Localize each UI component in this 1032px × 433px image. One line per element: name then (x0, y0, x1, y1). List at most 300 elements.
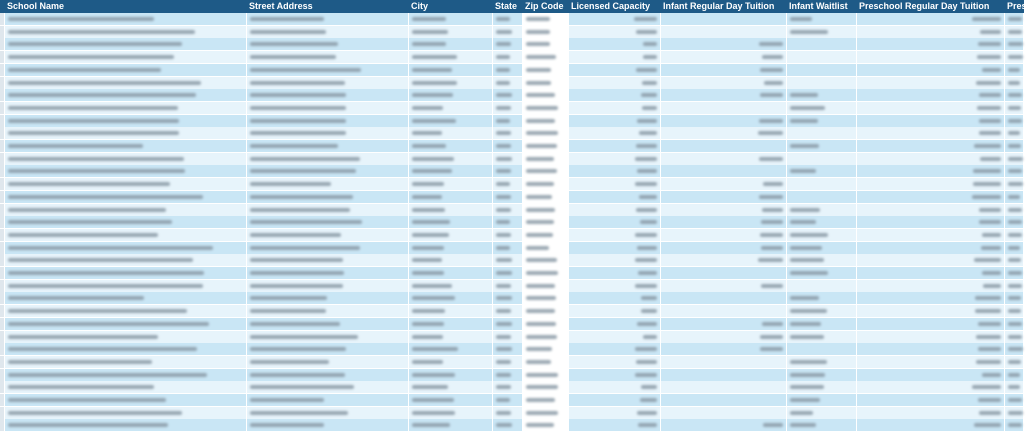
preschool-tuition-cell[interactable] (857, 280, 1005, 292)
state-cell[interactable] (493, 381, 523, 393)
state-cell[interactable] (493, 165, 523, 177)
city-cell[interactable] (409, 140, 493, 152)
preschool-more-cell[interactable] (1005, 318, 1024, 330)
infant-waitlist-cell[interactable] (787, 165, 857, 177)
street-cell[interactable] (247, 77, 409, 89)
state-cell[interactable] (493, 343, 523, 355)
capacity-cell[interactable] (569, 204, 661, 216)
city-cell[interactable] (409, 127, 493, 139)
city-cell[interactable] (409, 331, 493, 343)
capacity-cell[interactable] (569, 407, 661, 419)
street-cell[interactable] (247, 407, 409, 419)
preschool-tuition-cell[interactable] (857, 331, 1005, 343)
school-name-cell[interactable] (5, 102, 247, 114)
table-row[interactable] (0, 204, 1024, 217)
capacity-cell[interactable] (569, 178, 661, 190)
state-cell[interactable] (493, 305, 523, 317)
preschool-more-cell[interactable] (1005, 254, 1024, 266)
state-cell[interactable] (493, 267, 523, 279)
preschool-tuition-cell[interactable] (857, 51, 1005, 63)
zip-cell[interactable] (523, 305, 569, 317)
school-name-cell[interactable] (5, 254, 247, 266)
capacity-cell[interactable] (569, 140, 661, 152)
preschool-tuition-cell[interactable] (857, 318, 1005, 330)
infant-waitlist-cell[interactable] (787, 26, 857, 38)
infant-waitlist-cell[interactable] (787, 254, 857, 266)
table-row[interactable] (0, 115, 1024, 128)
infant-tuition-cell[interactable] (661, 13, 787, 25)
infant-tuition-cell[interactable] (661, 331, 787, 343)
school-name-cell[interactable] (5, 89, 247, 101)
preschool-more-cell[interactable] (1005, 280, 1024, 292)
table-row[interactable] (0, 331, 1024, 344)
street-cell[interactable] (247, 115, 409, 127)
capacity-cell[interactable] (569, 216, 661, 228)
street-cell[interactable] (247, 191, 409, 203)
capacity-cell[interactable] (569, 254, 661, 266)
state-cell[interactable] (493, 140, 523, 152)
preschool-more-cell[interactable] (1005, 89, 1024, 101)
street-cell[interactable] (247, 178, 409, 190)
table-row[interactable] (0, 38, 1024, 51)
zip-cell[interactable] (523, 229, 569, 241)
preschool-tuition-cell[interactable] (857, 356, 1005, 368)
infant-tuition-cell[interactable] (661, 216, 787, 228)
school-name-cell[interactable] (5, 115, 247, 127)
infant-waitlist-cell[interactable] (787, 356, 857, 368)
state-cell[interactable] (493, 280, 523, 292)
preschool-more-cell[interactable] (1005, 153, 1024, 165)
zip-cell[interactable] (523, 77, 569, 89)
table-row[interactable] (0, 51, 1024, 64)
street-cell[interactable] (247, 102, 409, 114)
table-row[interactable] (0, 343, 1024, 356)
school-name-cell[interactable] (5, 26, 247, 38)
preschool-tuition-cell[interactable] (857, 140, 1005, 152)
zip-cell[interactable] (523, 191, 569, 203)
infant-waitlist-cell[interactable] (787, 229, 857, 241)
infant-tuition-cell[interactable] (661, 140, 787, 152)
school-name-cell[interactable] (5, 305, 247, 317)
capacity-cell[interactable] (569, 127, 661, 139)
school-name-cell[interactable] (5, 407, 247, 419)
infant-tuition-cell[interactable] (661, 394, 787, 406)
school-name-cell[interactable] (5, 64, 247, 76)
city-cell[interactable] (409, 242, 493, 254)
school-name-cell[interactable] (5, 381, 247, 393)
capacity-cell[interactable] (569, 280, 661, 292)
school-name-cell[interactable] (5, 191, 247, 203)
school-name-cell[interactable] (5, 331, 247, 343)
preschool-tuition-cell[interactable] (857, 343, 1005, 355)
state-cell[interactable] (493, 38, 523, 50)
table-row[interactable] (0, 178, 1024, 191)
zip-cell[interactable] (523, 38, 569, 50)
city-cell[interactable] (409, 89, 493, 101)
preschool-more-cell[interactable] (1005, 369, 1024, 381)
preschool-more-cell[interactable] (1005, 267, 1024, 279)
capacity-cell[interactable] (569, 26, 661, 38)
table-row[interactable] (0, 140, 1024, 153)
infant-waitlist-cell[interactable] (787, 394, 857, 406)
preschool-tuition-cell[interactable] (857, 369, 1005, 381)
zip-cell[interactable] (523, 343, 569, 355)
capacity-cell[interactable] (569, 51, 661, 63)
state-cell[interactable] (493, 242, 523, 254)
city-cell[interactable] (409, 394, 493, 406)
zip-cell[interactable] (523, 369, 569, 381)
school-name-cell[interactable] (5, 51, 247, 63)
table-row[interactable] (0, 356, 1024, 369)
preschool-more-cell[interactable] (1005, 13, 1024, 25)
school-name-cell[interactable] (5, 356, 247, 368)
street-cell[interactable] (247, 267, 409, 279)
infant-waitlist-cell[interactable] (787, 331, 857, 343)
header-infant-tuition[interactable]: Infant Regular Day Tuition (663, 1, 775, 11)
infant-tuition-cell[interactable] (661, 369, 787, 381)
zip-cell[interactable] (523, 165, 569, 177)
city-cell[interactable] (409, 178, 493, 190)
preschool-tuition-cell[interactable] (857, 127, 1005, 139)
infant-waitlist-cell[interactable] (787, 102, 857, 114)
infant-waitlist-cell[interactable] (787, 292, 857, 304)
capacity-cell[interactable] (569, 102, 661, 114)
city-cell[interactable] (409, 280, 493, 292)
street-cell[interactable] (247, 356, 409, 368)
infant-waitlist-cell[interactable] (787, 305, 857, 317)
preschool-more-cell[interactable] (1005, 356, 1024, 368)
street-cell[interactable] (247, 394, 409, 406)
state-cell[interactable] (493, 407, 523, 419)
city-cell[interactable] (409, 381, 493, 393)
city-cell[interactable] (409, 356, 493, 368)
street-cell[interactable] (247, 127, 409, 139)
infant-waitlist-cell[interactable] (787, 407, 857, 419)
state-cell[interactable] (493, 394, 523, 406)
preschool-more-cell[interactable] (1005, 343, 1024, 355)
city-cell[interactable] (409, 254, 493, 266)
table-row[interactable] (0, 305, 1024, 318)
city-cell[interactable] (409, 305, 493, 317)
school-name-cell[interactable] (5, 216, 247, 228)
table-row[interactable] (0, 89, 1024, 102)
infant-tuition-cell[interactable] (661, 115, 787, 127)
table-row[interactable] (0, 318, 1024, 331)
street-cell[interactable] (247, 229, 409, 241)
preschool-tuition-cell[interactable] (857, 242, 1005, 254)
table-row[interactable] (0, 394, 1024, 407)
street-cell[interactable] (247, 64, 409, 76)
street-cell[interactable] (247, 165, 409, 177)
preschool-tuition-cell[interactable] (857, 13, 1005, 25)
table-row[interactable] (0, 216, 1024, 229)
zip-cell[interactable] (523, 394, 569, 406)
table-row[interactable] (0, 254, 1024, 267)
preschool-more-cell[interactable] (1005, 64, 1024, 76)
state-cell[interactable] (493, 254, 523, 266)
street-cell[interactable] (247, 419, 409, 431)
capacity-cell[interactable] (569, 343, 661, 355)
school-name-cell[interactable] (5, 204, 247, 216)
zip-cell[interactable] (523, 267, 569, 279)
header-licensed-capacity[interactable]: Licensed Capacity (571, 1, 651, 11)
capacity-cell[interactable] (569, 318, 661, 330)
table-row[interactable] (0, 242, 1024, 255)
preschool-more-cell[interactable] (1005, 419, 1024, 431)
street-cell[interactable] (247, 318, 409, 330)
city-cell[interactable] (409, 267, 493, 279)
zip-cell[interactable] (523, 89, 569, 101)
preschool-more-cell[interactable] (1005, 331, 1024, 343)
preschool-more-cell[interactable] (1005, 204, 1024, 216)
infant-tuition-cell[interactable] (661, 89, 787, 101)
table-row[interactable] (0, 419, 1024, 432)
zip-cell[interactable] (523, 331, 569, 343)
infant-waitlist-cell[interactable] (787, 115, 857, 127)
city-cell[interactable] (409, 102, 493, 114)
school-name-cell[interactable] (5, 140, 247, 152)
preschool-tuition-cell[interactable] (857, 64, 1005, 76)
preschool-tuition-cell[interactable] (857, 216, 1005, 228)
table-row[interactable] (0, 13, 1024, 26)
preschool-tuition-cell[interactable] (857, 394, 1005, 406)
infant-waitlist-cell[interactable] (787, 77, 857, 89)
state-cell[interactable] (493, 64, 523, 76)
city-cell[interactable] (409, 191, 493, 203)
infant-waitlist-cell[interactable] (787, 153, 857, 165)
preschool-more-cell[interactable] (1005, 394, 1024, 406)
infant-tuition-cell[interactable] (661, 292, 787, 304)
capacity-cell[interactable] (569, 115, 661, 127)
zip-cell[interactable] (523, 216, 569, 228)
street-cell[interactable] (247, 305, 409, 317)
preschool-tuition-cell[interactable] (857, 204, 1005, 216)
city-cell[interactable] (409, 229, 493, 241)
street-cell[interactable] (247, 369, 409, 381)
table-row[interactable] (0, 26, 1024, 39)
preschool-more-cell[interactable] (1005, 77, 1024, 89)
zip-cell[interactable] (523, 254, 569, 266)
capacity-cell[interactable] (569, 229, 661, 241)
zip-cell[interactable] (523, 280, 569, 292)
infant-tuition-cell[interactable] (661, 242, 787, 254)
infant-tuition-cell[interactable] (661, 102, 787, 114)
header-preschool-more[interactable]: Presc (1007, 1, 1032, 11)
capacity-cell[interactable] (569, 381, 661, 393)
school-name-cell[interactable] (5, 369, 247, 381)
city-cell[interactable] (409, 26, 493, 38)
capacity-cell[interactable] (569, 267, 661, 279)
infant-tuition-cell[interactable] (661, 305, 787, 317)
city-cell[interactable] (409, 51, 493, 63)
header-zip-code[interactable]: Zip Code (525, 1, 564, 11)
street-cell[interactable] (247, 343, 409, 355)
school-name-cell[interactable] (5, 38, 247, 50)
school-name-cell[interactable] (5, 394, 247, 406)
school-name-cell[interactable] (5, 165, 247, 177)
zip-cell[interactable] (523, 64, 569, 76)
infant-tuition-cell[interactable] (661, 77, 787, 89)
preschool-more-cell[interactable] (1005, 242, 1024, 254)
school-name-cell[interactable] (5, 242, 247, 254)
preschool-tuition-cell[interactable] (857, 102, 1005, 114)
street-cell[interactable] (247, 51, 409, 63)
infant-waitlist-cell[interactable] (787, 140, 857, 152)
street-cell[interactable] (247, 292, 409, 304)
preschool-tuition-cell[interactable] (857, 77, 1005, 89)
preschool-tuition-cell[interactable] (857, 381, 1005, 393)
zip-cell[interactable] (523, 292, 569, 304)
state-cell[interactable] (493, 204, 523, 216)
infant-waitlist-cell[interactable] (787, 178, 857, 190)
school-name-cell[interactable] (5, 13, 247, 25)
zip-cell[interactable] (523, 51, 569, 63)
infant-waitlist-cell[interactable] (787, 267, 857, 279)
school-name-cell[interactable] (5, 77, 247, 89)
infant-waitlist-cell[interactable] (787, 191, 857, 203)
table-row[interactable] (0, 407, 1024, 420)
preschool-more-cell[interactable] (1005, 229, 1024, 241)
zip-cell[interactable] (523, 356, 569, 368)
city-cell[interactable] (409, 64, 493, 76)
infant-waitlist-cell[interactable] (787, 216, 857, 228)
city-cell[interactable] (409, 153, 493, 165)
preschool-more-cell[interactable] (1005, 102, 1024, 114)
zip-cell[interactable] (523, 204, 569, 216)
table-row[interactable] (0, 127, 1024, 140)
table-row[interactable] (0, 280, 1024, 293)
street-cell[interactable] (247, 204, 409, 216)
preschool-tuition-cell[interactable] (857, 407, 1005, 419)
school-name-cell[interactable] (5, 318, 247, 330)
state-cell[interactable] (493, 153, 523, 165)
table-row[interactable] (0, 64, 1024, 77)
preschool-tuition-cell[interactable] (857, 305, 1005, 317)
preschool-more-cell[interactable] (1005, 292, 1024, 304)
infant-tuition-cell[interactable] (661, 165, 787, 177)
street-cell[interactable] (247, 331, 409, 343)
table-row[interactable] (0, 267, 1024, 280)
preschool-more-cell[interactable] (1005, 191, 1024, 203)
infant-waitlist-cell[interactable] (787, 381, 857, 393)
state-cell[interactable] (493, 369, 523, 381)
street-cell[interactable] (247, 254, 409, 266)
capacity-cell[interactable] (569, 77, 661, 89)
street-cell[interactable] (247, 38, 409, 50)
school-name-cell[interactable] (5, 267, 247, 279)
city-cell[interactable] (409, 115, 493, 127)
header-state[interactable]: State (495, 1, 518, 11)
school-name-cell[interactable] (5, 153, 247, 165)
table-row[interactable] (0, 381, 1024, 394)
infant-tuition-cell[interactable] (661, 419, 787, 431)
city-cell[interactable] (409, 407, 493, 419)
infant-waitlist-cell[interactable] (787, 318, 857, 330)
capacity-cell[interactable] (569, 242, 661, 254)
capacity-cell[interactable] (569, 419, 661, 431)
infant-waitlist-cell[interactable] (787, 343, 857, 355)
capacity-cell[interactable] (569, 305, 661, 317)
preschool-tuition-cell[interactable] (857, 115, 1005, 127)
preschool-more-cell[interactable] (1005, 381, 1024, 393)
zip-cell[interactable] (523, 115, 569, 127)
city-cell[interactable] (409, 318, 493, 330)
infant-tuition-cell[interactable] (661, 343, 787, 355)
table-row[interactable] (0, 229, 1024, 242)
capacity-cell[interactable] (569, 38, 661, 50)
school-name-cell[interactable] (5, 280, 247, 292)
infant-waitlist-cell[interactable] (787, 280, 857, 292)
preschool-more-cell[interactable] (1005, 305, 1024, 317)
preschool-more-cell[interactable] (1005, 127, 1024, 139)
preschool-more-cell[interactable] (1005, 26, 1024, 38)
city-cell[interactable] (409, 38, 493, 50)
infant-tuition-cell[interactable] (661, 318, 787, 330)
state-cell[interactable] (493, 216, 523, 228)
infant-waitlist-cell[interactable] (787, 419, 857, 431)
state-cell[interactable] (493, 89, 523, 101)
table-row[interactable] (0, 102, 1024, 115)
infant-waitlist-cell[interactable] (787, 51, 857, 63)
infant-tuition-cell[interactable] (661, 38, 787, 50)
capacity-cell[interactable] (569, 356, 661, 368)
infant-waitlist-cell[interactable] (787, 242, 857, 254)
preschool-more-cell[interactable] (1005, 165, 1024, 177)
infant-tuition-cell[interactable] (661, 64, 787, 76)
capacity-cell[interactable] (569, 89, 661, 101)
infant-tuition-cell[interactable] (661, 178, 787, 190)
city-cell[interactable] (409, 165, 493, 177)
table-row[interactable] (0, 292, 1024, 305)
school-name-cell[interactable] (5, 343, 247, 355)
state-cell[interactable] (493, 229, 523, 241)
capacity-cell[interactable] (569, 331, 661, 343)
street-cell[interactable] (247, 13, 409, 25)
state-cell[interactable] (493, 178, 523, 190)
zip-cell[interactable] (523, 242, 569, 254)
preschool-tuition-cell[interactable] (857, 191, 1005, 203)
zip-cell[interactable] (523, 318, 569, 330)
capacity-cell[interactable] (569, 191, 661, 203)
state-cell[interactable] (493, 115, 523, 127)
preschool-tuition-cell[interactable] (857, 89, 1005, 101)
city-cell[interactable] (409, 77, 493, 89)
city-cell[interactable] (409, 343, 493, 355)
preschool-tuition-cell[interactable] (857, 178, 1005, 190)
preschool-more-cell[interactable] (1005, 38, 1024, 50)
infant-tuition-cell[interactable] (661, 204, 787, 216)
infant-waitlist-cell[interactable] (787, 127, 857, 139)
header-city[interactable]: City (411, 1, 429, 11)
street-cell[interactable] (247, 140, 409, 152)
preschool-tuition-cell[interactable] (857, 419, 1005, 431)
street-cell[interactable] (247, 26, 409, 38)
preschool-tuition-cell[interactable] (857, 267, 1005, 279)
school-name-cell[interactable] (5, 292, 247, 304)
street-cell[interactable] (247, 216, 409, 228)
header-school-name[interactable]: School Name (7, 1, 65, 11)
city-cell[interactable] (409, 216, 493, 228)
preschool-tuition-cell[interactable] (857, 229, 1005, 241)
infant-tuition-cell[interactable] (661, 51, 787, 63)
infant-waitlist-cell[interactable] (787, 13, 857, 25)
infant-tuition-cell[interactable] (661, 254, 787, 266)
street-cell[interactable] (247, 280, 409, 292)
preschool-more-cell[interactable] (1005, 51, 1024, 63)
state-cell[interactable] (493, 13, 523, 25)
state-cell[interactable] (493, 292, 523, 304)
state-cell[interactable] (493, 318, 523, 330)
